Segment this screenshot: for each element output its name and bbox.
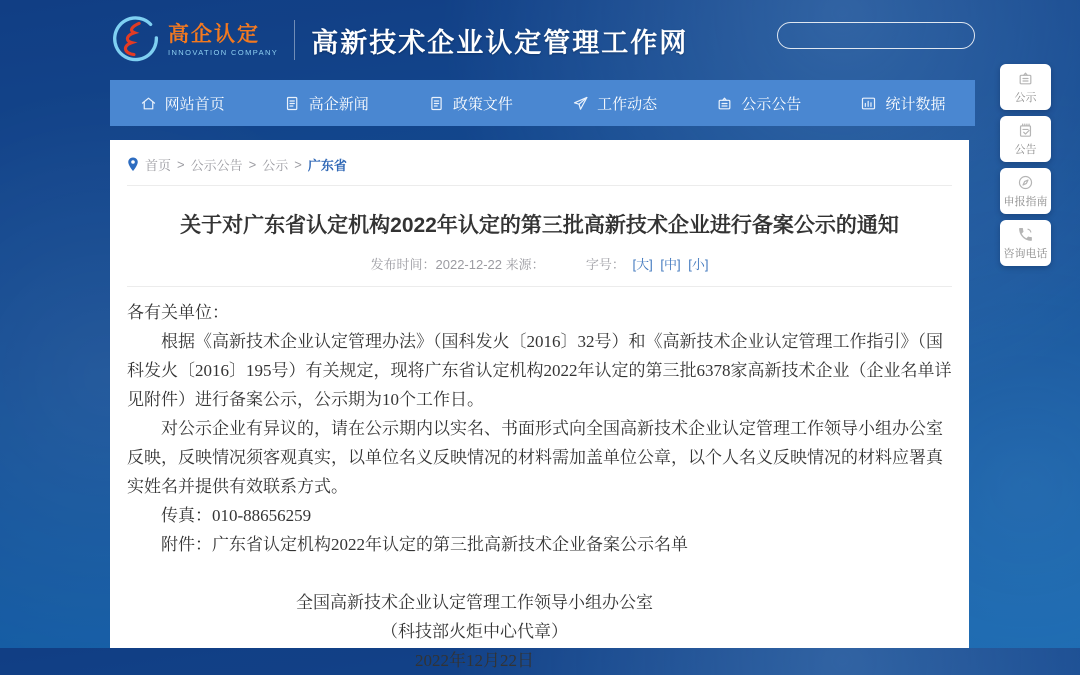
nav-label: 政策文件 (452, 95, 513, 113)
article-fax: 传真：010-88656259 (161, 506, 312, 525)
publicity-icon (1017, 70, 1034, 87)
nav-label: 公示公告 (741, 95, 802, 113)
article-body (127, 298, 952, 675)
nav-item-statistics[interactable] (831, 80, 975, 126)
nav-label: 工作动态 (597, 95, 658, 113)
side-item-label: 公示 (1014, 91, 1037, 104)
site-header (0, 0, 1080, 80)
home-icon (140, 95, 157, 112)
meta-divider (127, 286, 952, 287)
breadcrumb-divider (127, 185, 952, 186)
location-pin-icon (127, 157, 139, 172)
search-input[interactable] (788, 28, 964, 43)
nav-label: 统计数据 (885, 95, 946, 113)
nav-label: 网站首页 (164, 95, 225, 113)
nav-item-policy[interactable] (398, 80, 542, 126)
main-nav (110, 80, 975, 126)
breadcrumb-separator: > (248, 157, 257, 172)
breadcrumb-separator: > (294, 157, 302, 172)
article-paragraph: 对公示企业有异议的，请在公示期内以实名、书面形式向全国高新技术企业认定管理工作领导小组办公室反映，反映情况须客观真实，以单位名义反映情况的材料需加盖单位公章，以个人名义反映情况的材料应署真实姓名并提供有效联系方式。 (127, 419, 943, 496)
nav-item-news[interactable] (254, 80, 398, 126)
bulletin-icon (716, 95, 733, 112)
article-attachment-link[interactable]: 附件：广东省认定机构2022年认定的第三批高新技术企业备案公示名单 (161, 535, 688, 554)
side-item-phone[interactable] (1000, 220, 1051, 266)
article-paragraph: 根据《高新技术企业认定管理办法》（国科发火〔2016〕32号）和《高新技术企业认定管理工作指引》（国科发火〔2016〕195号）有关规定，现将广东省认定机构2022年认定的第三批6378家高新技术企业（企业名单详见附件）进行备案公示，公示期为10个工作日。 (127, 332, 952, 409)
nav-item-bulletin[interactable] (687, 80, 831, 126)
content-card (110, 140, 969, 670)
floating-side-menu (1000, 64, 1051, 266)
stats-icon (860, 95, 877, 112)
nav-item-dynamics[interactable] (543, 80, 687, 126)
article-title: 关于对广东省认定机构2022年认定的第三批高新技术企业进行备案公示的通知 (180, 214, 899, 237)
side-item-label: 申报指南 (1003, 195, 1048, 208)
signature-date: 2022年12月22日 (415, 651, 534, 670)
font-size-small-button[interactable]: [小] (688, 257, 709, 272)
logo-circle-icon (110, 15, 160, 65)
nav-item-home[interactable] (110, 80, 254, 126)
breadcrumb-publicity[interactable]: 公示 (262, 158, 289, 173)
article-salutation: 各有关单位： (127, 303, 229, 322)
logo-title: 高企认定 (168, 22, 260, 46)
side-item-notice[interactable] (1000, 116, 1051, 162)
breadcrumb-bulletin[interactable]: 公示公告 (190, 158, 243, 173)
search-box[interactable] (777, 22, 975, 49)
send-icon (572, 95, 589, 112)
side-item-guide[interactable] (1000, 168, 1051, 214)
font-size-large-button[interactable]: [大] (632, 257, 653, 272)
breadcrumb-home[interactable]: 首页 (145, 158, 172, 173)
policy-icon (428, 95, 445, 112)
news-icon (284, 95, 301, 112)
guide-compass-icon (1017, 174, 1034, 191)
source-label: 来源： (505, 257, 545, 272)
publish-time-label: 发布时间： (370, 257, 436, 272)
phone-icon (1017, 226, 1034, 243)
signature-seal-note: （科技部火炬中心代章） (381, 622, 568, 641)
logo-divider (294, 20, 295, 60)
breadcrumb-current[interactable]: 广东省 (307, 158, 347, 173)
breadcrumb (127, 140, 952, 174)
site-logo[interactable] (110, 15, 278, 65)
nav-label: 高企新闻 (308, 95, 369, 113)
notice-icon (1017, 122, 1034, 139)
article-meta (127, 254, 952, 273)
font-size-label: 字号： (585, 257, 625, 272)
site-title: 高新技术企业认定管理工作网 (311, 27, 689, 58)
publish-date: 2022-12-22 (435, 257, 503, 272)
article-signature (127, 588, 952, 675)
side-item-publicity[interactable] (1000, 64, 1051, 110)
font-size-medium-button[interactable]: [中] (660, 257, 681, 272)
side-item-label: 公告 (1014, 143, 1037, 156)
side-item-label: 咨询电话 (1003, 247, 1048, 260)
signature-office: 全国高新技术企业认定管理工作领导小组办公室 (296, 593, 653, 612)
breadcrumb-separator: > (177, 157, 185, 172)
logo-subtitle: INNOVATION COMPANY (168, 47, 279, 57)
